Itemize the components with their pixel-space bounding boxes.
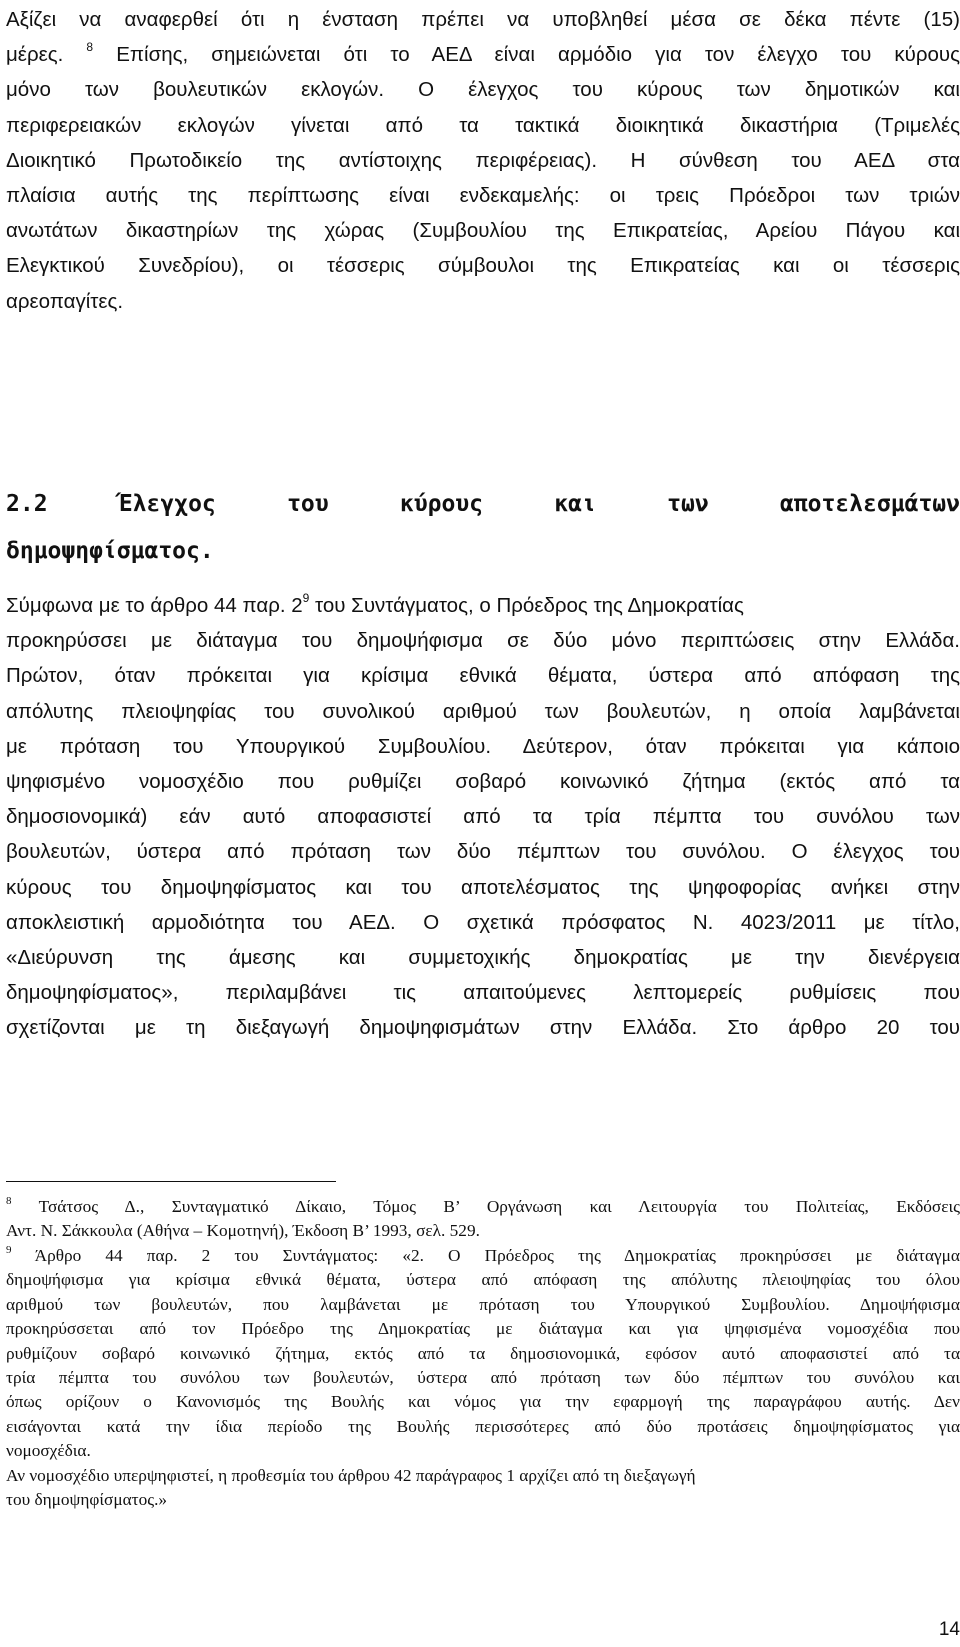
footnote-separator — [6, 1181, 336, 1182]
footnote-line — [6, 1244, 960, 1268]
paragraph-objection — [6, 2, 960, 319]
footnote-line: τρία πέμπτα του συνόλου των βουλευτών, ύστερα από πρόταση των δύο πέμπτων του συνόλου και — [6, 1368, 960, 1388]
text-line: δημοσιονομικά) εάν αυτό αποφασιστεί από τα τρία πέμπτα του συνόλου των — [6, 805, 960, 829]
footnote-9 — [6, 1244, 960, 1512]
footnote-ref-8[interactable]: 8 — [86, 40, 94, 55]
page-number: 14 — [938, 1619, 960, 1640]
text-fragment: Σύμφωνα με το άρθρο 44 παρ. 2 — [6, 594, 303, 617]
footnote-line: αριθμού των βουλευτών, που λαμβάνεται με πρόταση του Υπουργικού Συμβουλίου. Δημοψήφισμα — [6, 1294, 960, 1314]
text-line: «Διεύρυνση της άμεσης και συμμετοχικής δημοκρατίας με την διενέργεια — [6, 946, 960, 970]
footnote-line: του δημοψηφίσματος.» — [6, 1490, 168, 1510]
text-line: κύρους του δημοψηφίσματος και του αποτελέσματος της ψηφοφορίας ανήκει στην — [6, 875, 960, 899]
text-fragment: του Συντάγματος, ο Πρόεδρος της Δημοκρατίας — [309, 594, 744, 617]
text-line: αποκλειστική αρμοδιότητα του ΑΕΔ. Ο σχετικά πρόσφατος Ν. 4023/2011 με τίτλο, — [6, 910, 960, 934]
footnote-line: εισάγονται κατά την ίδια περίοδο της Βουλής περισσότερες από δύο προτάσεις δημοψηφίσματος για — [6, 1416, 960, 1436]
text-line: Πρώτον, όταν πρόκειται για κρίσιμα εθνικά θέματα, ύστερα από απόφαση της — [6, 664, 960, 688]
heading-line: δημοψηφίσματος. — [6, 538, 214, 564]
text-fragment: Τσάτσος Δ., Συνταγματικό Δίκαιο, Τόμος Β’ Οργάνωση και Λειτουργία του Πολιτείας, Εκδόσεις — [38, 1197, 960, 1216]
footnote-8 — [6, 1195, 960, 1244]
text-line: πλαίσια αυτής της περίπτωσης είναι ενδεκαμελής: οι τρεις Πρόεδροι των τριών — [6, 184, 960, 208]
text-line: Διοικητικό Πρωτοδικείο της αντίστοιχης περιφέρειας). Η σύνθεση του ΑΕΔ στα — [6, 148, 960, 172]
text-line: βουλευτών, ύστερα από πρόταση των δύο πέμπτων του συνόλου. Ο έλεγχος του — [6, 840, 960, 864]
text-line: περιφερειακών εκλογών γίνεται από τα τακτικά διοικητικά δικαστήρια (Τριμελές — [6, 113, 960, 137]
text-fragment: Άρθρο 44 παρ. 2 του Συντάγματος: «2. Ο Πρόεδρος της Δημοκρατίας προκηρύσσει με διάταγμα — [34, 1246, 960, 1265]
text-line: προκηρύσσει με διάταγμα του δημοψήφισμα σε δύο μόνο περιπτώσεις στην Ελλάδα. — [6, 629, 960, 653]
footnote-line: Αντ. Ν. Σάκκουλα (Αθήνα – Κομοτηνή), Έκδοση Β’ 1993, σελ. 529. — [6, 1221, 480, 1241]
text-fragment: Επίσης, σημειώνεται ότι το ΑΕΔ είναι αρμόδιο για τον έλεγχο του κύρους — [116, 43, 960, 67]
footnote-line: όπως ορίζουν ο Κανονισμός της Βουλής και νόμος για την εφαρμογή της παραγράφου αυτής. Δεν — [6, 1392, 960, 1412]
footnote-ref-9[interactable]: 9 — [302, 591, 310, 606]
footnote-line: δημοψήφισμα για κρίσιμα εθνικά θέματα, ύστερα από απόφαση της απόλυτης πλειοψηφίας του όλου — [6, 1270, 960, 1290]
text-line: δημοψηφίσματος», περιλαμβάνει τις απαιτούμενες λεπτομερείς ρυθμίσεις που — [6, 981, 960, 1005]
text-fragment: μέρες. — [6, 43, 64, 67]
footnote-line: προκηρύσσεται από τον Πρόεδρο της Δημοκρατίας με διάταγμα και για ψηφισμένα νομοσχέδια που — [6, 1319, 960, 1339]
section-heading — [6, 481, 960, 575]
footnote-line: νομοσχέδια. — [6, 1441, 91, 1461]
text-line: ανωτάτων δικαστηρίων της χώρας (Συμβουλίου της Επικρατείας, Αρείου Πάγου και — [6, 219, 960, 243]
text-line: σχετίζονται με τη διεξαγωγή δημοψηφισμάτων στην Ελλάδα. Στο άρθρο 20 του — [6, 1016, 960, 1040]
text-line: μόνο των βουλευτικών εκλογών. Ο έλεγχος του κύρους των δημοτικών και — [6, 78, 960, 102]
paragraph-referendum — [6, 588, 960, 1046]
footnote-number: 9 — [6, 1244, 12, 1257]
text-line: αρεοπαγίτες. — [6, 289, 124, 313]
text-line: απόλυτης πλειοψηφίας του συνολικού αριθμού των βουλευτών, η οποία λαμβάνεται — [6, 699, 960, 723]
text-line — [6, 588, 960, 623]
text-line: Ελεγκτικού Συνεδρίου), οι τέσσερις σύμβουλοι της Επικρατείας και οι τέσσερις — [6, 254, 960, 278]
text-line: με πρόταση του Υπουργικού Συμβουλίου. Δεύτερον, όταν πρόκειται για κάποιο — [6, 734, 960, 758]
heading-line: 2.2 Έλεγχος του κύρους και των αποτελεσμάτων — [6, 491, 960, 517]
footnote-number: 8 — [6, 1195, 12, 1208]
text-line: Αξίζει να αναφερθεί ότι η ένσταση πρέπει να υποβληθεί μέσα σε δέκα πέντε (15) — [6, 8, 960, 31]
footnote-line: ρυθμίζουν σοβαρό κοινωνικό ζήτημα, εκτός από τα δημοσιονομικά, εφόσον αυτό αποφασιστεί από τα — [6, 1343, 960, 1363]
text-line: ψηφισμένο νομοσχέδιο που ρυθμίζει σοβαρό κοινωνικό ζήτημα (εκτός από τα — [6, 770, 960, 794]
footnote-line: Αν νομοσχέδιο υπερψηφιστεί, η προθεσμία του άρθρου 42 παράγραφος 1 αρχίζει από τη διεξαγωγή — [6, 1465, 696, 1485]
footnote-line — [6, 1195, 960, 1219]
text-line — [6, 37, 960, 72]
